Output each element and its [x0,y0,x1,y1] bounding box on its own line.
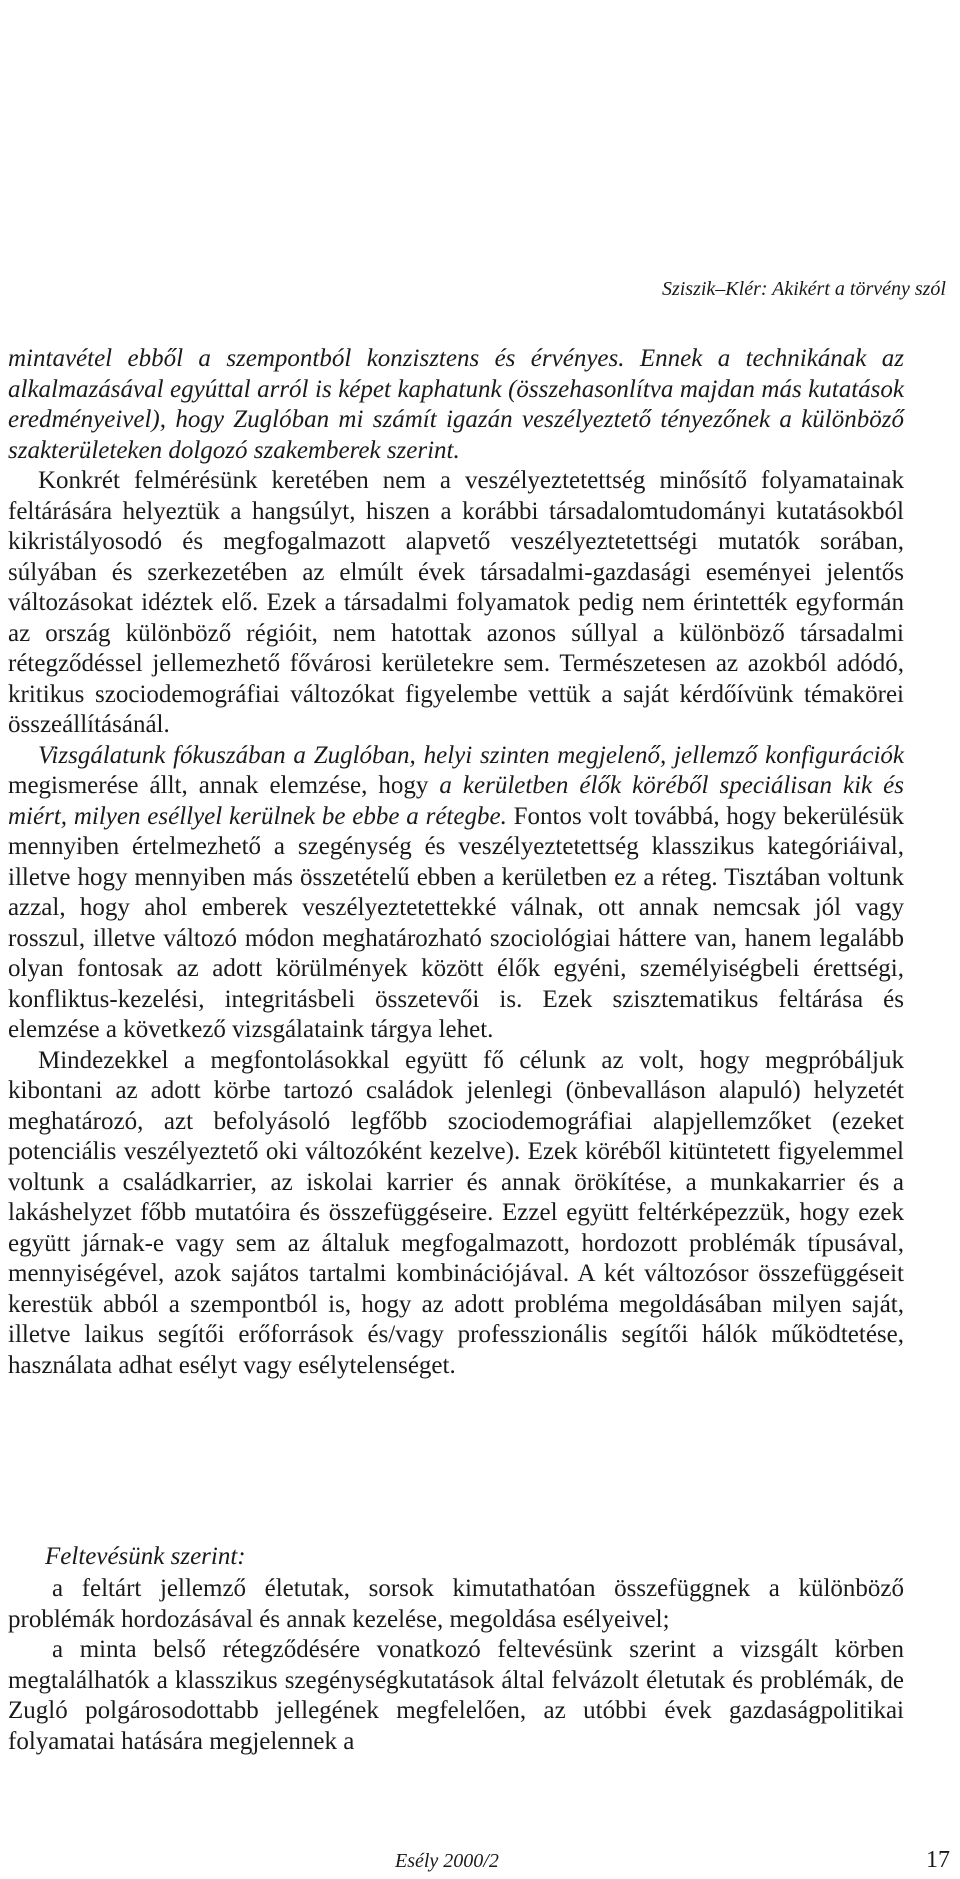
hypothesis-item-1: a feltárt jellemző életutak, sorsok kimutathatóan összefüggnek a különböző problémák hordozásával és annak kezelése, megoldása esélyeivel; [8,1575,904,1633]
footer-journal-title: Esély 2000/2 [395,1850,499,1872]
page-number: 17 [926,1847,950,1873]
hypotheses-list [8,1574,904,1757]
paragraph-3 [8,741,904,1046]
hypothesis-item-2: a minta belső rétegződésére vonatkozó feltevésünk szerint a vizsgált körben megtalálhatók a klasszikus szegénységkutatások által felvázolt életutak és problémák, de Zugló polgárosodottabb jellegének megfelelően, az utóbbi évek gazdaságpolitikai folyamatai hatására megjelennek a [8,1636,904,1755]
body-text [8,344,904,1381]
paragraph-2: Konkrét felmérésünk keretében nem a veszélyeztetettség minősítő folyamatainak feltárására helyeztük a hangsúlyt, hiszen a korábbi társadalomtudományi kutatásokból kikristályosodó és megfogalmazott alapvető veszélyeztetettségi mutatók sorában, súlyában és szerkezetében az elmúlt évek társadalmi-gazdasági eseményei jelentős változásokat idéztek elő. Ezek a társadalmi folyamatok pedig nem érintették egyformán az ország különböző régióit, nem hatottak azonos súllyal a különböző társadalmi rétegződéssel jellemezhető fővárosi kerületekre sem. Természetesen az azokból adódó, kritikus szociodemográfiai változókat figyelembe vettük a saját kérdőívünk témakörei összeállításánál. [8,467,904,738]
paragraph-4: Mindezekkel a megfontolásokkal együtt fő célunk az volt, hogy megpróbáljuk kibontani az adott körbe tartozó családok jelenlegi (önbevalláson alapuló) helyzetét meghatározó, azt befolyásoló legfőbb szociodemográfiai alapjellemzőket (ezeket potenciális veszélyeztető oki változóként kezelve). Ezek köréből kitüntetett figyelemmel voltunk a családkarrier, az iskolai karrier és annak örökítése, a munkakarrier és a lakáshelyzet főbb mutatóira és összefüggéseire. Ezzel együtt feltérképezzük, hogy ezek együtt járnak-e vagy sem az általuk megfogalmazott, hordozott problémák típusával, mennyiségével, azok sajátos tartalmi kombinációjával. A két változósor összefüggéseit kerestük abból a szempontból is, hogy az adott probléma megoldásában milyen saját, illetve laikus segítői erőforrások és/vagy professzionális segítői hálók működtetése, használata adhat esélyt vagy esélytelenséget. [8,1046,904,1379]
hypotheses-label: Feltevésünk szerint: [45,1543,246,1570]
paragraph-3-italic-1: Vizsgálatunk fókuszában a Zuglóban, helyi szinten megjelenő, jellemző konfigurációk [38,741,904,769]
paragraph-3-italic-2: a kerületben élők köréből speciálisan kik és miért, milyen eséllyel kerülnek be ebbe a rétegbe. [8,772,904,830]
running-header: Sziszik–Klér: Akikért a törvény szól [661,278,946,300]
paragraph-3-text-1: megismerése állt, annak elemzése, hogy [8,772,440,799]
paragraph-1: mintavétel ebből a szempontból konzisztens és érvényes. Ennek a technikának az alkalmazásával egyúttal arról is képet kaphatunk (összehasonlítva majdan más kutatások eredményeivel), hogy Zuglóban mi számít igazán veszélyeztető tényezőnek a különböző szakterületeken dolgozó szakemberek szerint. [8,345,904,464]
paragraph-3-text-2: Fontos volt továbbá, hogy bekerülésük mennyiben értelmezhető a szegénység és veszélyeztetettség klasszikus kategóriáival, illetve hogy mennyiben más összetételű ebben a kerületben ez a réteg. Tisztában voltunk azzal, hogy ahol emberek veszélyeztetettekké válnak, ott annak nemcsak jól vagy rosszul, illetve változó módon meghatározható szociológiai háttere van, hanem legalább olyan fontosak az adott körülmények között élők egyéni, személyiségbeli érettségi, konfliktus-kezelési, integritásbeli összetevői is. Ezek szisztematikus feltárása és elemzése a következő vizsgálataink tárgya lehet. [8,802,905,1043]
